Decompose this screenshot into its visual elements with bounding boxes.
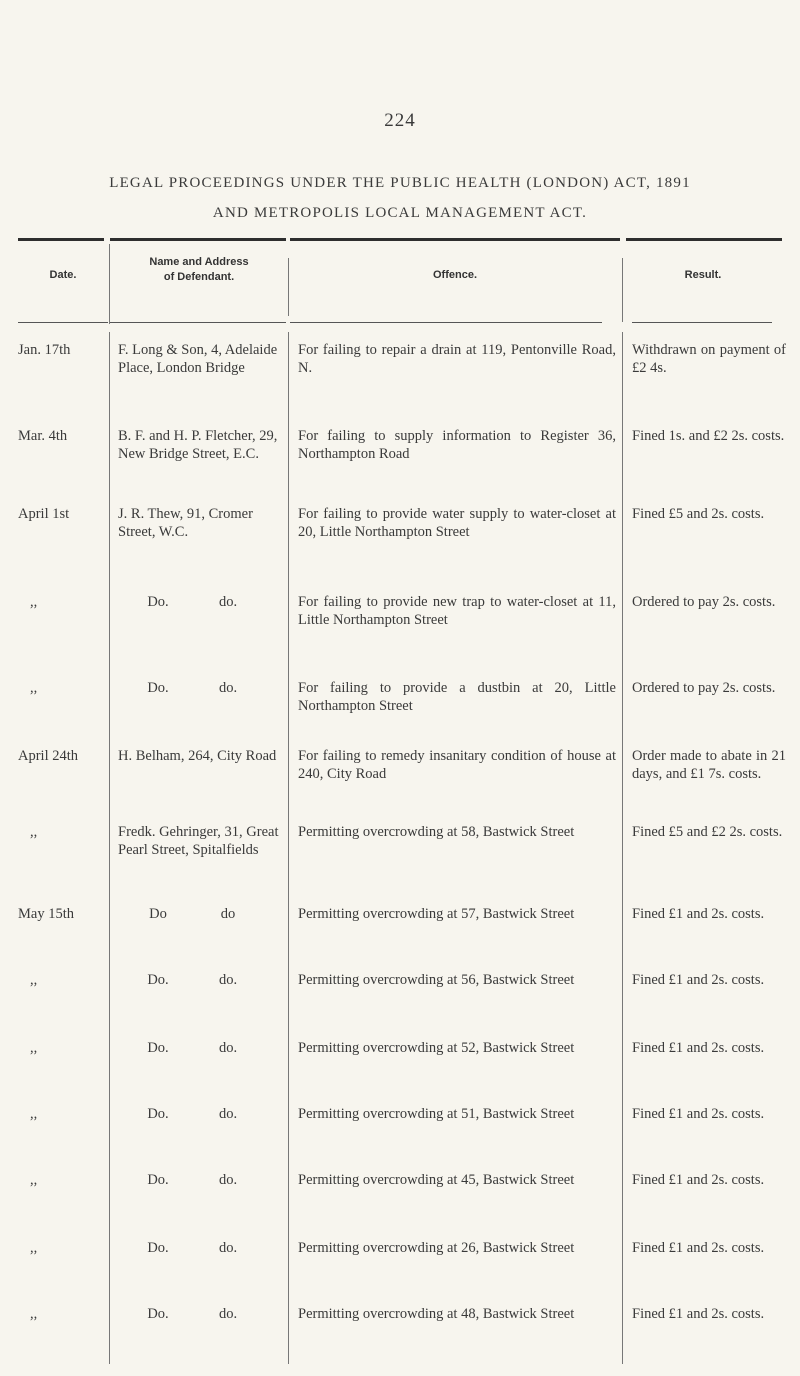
row-result: Fined £1 and 2s. costs. bbox=[632, 906, 765, 922]
row-result: Fined £1 and 2s. costs. bbox=[632, 972, 765, 988]
row-date: May 15th bbox=[18, 906, 74, 922]
row-result: Order made to abate in 21 days, and £1 7s. costs. bbox=[632, 748, 786, 782]
row-result: Fined £1 and 2s. costs. bbox=[632, 1306, 765, 1322]
table-top-rule bbox=[110, 238, 286, 241]
header-bottom-rule bbox=[18, 322, 108, 323]
row-date-ditto: ,, bbox=[30, 594, 38, 610]
row-result: Ordered to pay 2s. costs. bbox=[632, 594, 776, 610]
row-date-ditto: ,, bbox=[30, 680, 38, 696]
ditto-do-lower: do. bbox=[218, 972, 238, 988]
header-bottom-rule bbox=[110, 322, 286, 323]
row-result: Fined £1 and 2s. costs. bbox=[632, 1106, 765, 1122]
row-result: Fined £1 and 2s. costs. bbox=[632, 1240, 765, 1256]
row-offence: For failing to provide water supply to water-closet at 20, Little Northampton Street bbox=[298, 506, 616, 540]
row-offence: Permitting overcrowding at 51, Bastwick Street bbox=[298, 1106, 575, 1122]
row-defendant-ditto bbox=[118, 1306, 280, 1324]
ditto-do: Do bbox=[149, 906, 167, 922]
table-top-rule bbox=[18, 238, 104, 241]
row-date-ditto: ,, bbox=[30, 824, 38, 840]
row-defendant-ditto bbox=[118, 680, 280, 698]
ditto-do-lower: do. bbox=[218, 1172, 238, 1188]
row-date: Jan. 17th bbox=[18, 342, 71, 358]
page-number: 224 bbox=[384, 110, 416, 131]
document-title bbox=[0, 168, 800, 228]
row-defendant: F. Long & Son, 4, Adelaide Place, London Bridge bbox=[118, 342, 278, 376]
table-top-rule bbox=[290, 238, 620, 241]
header-result: Result. bbox=[684, 269, 722, 281]
header-name-line-1: Name and Address bbox=[149, 256, 249, 268]
ditto-do-lower: do. bbox=[218, 1106, 238, 1122]
ditto-do-lower: do. bbox=[218, 680, 238, 696]
ditto-do-lower: do. bbox=[218, 1306, 238, 1322]
row-defendant-ditto bbox=[118, 1172, 280, 1190]
row-offence: Permitting overcrowding at 56, Bastwick Street bbox=[298, 972, 575, 988]
row-defendant-ditto bbox=[118, 1106, 280, 1124]
row-result: Fined £1 and 2s. costs. bbox=[632, 1040, 765, 1056]
column-divider bbox=[288, 332, 289, 1364]
row-offence: Permitting overcrowding at 26, Bastwick Street bbox=[298, 1240, 575, 1256]
row-offence: Permitting overcrowding at 58, Bastwick Street bbox=[298, 824, 575, 840]
row-offence: For failing to remedy insanitary condition of house at 240, City Road bbox=[298, 748, 616, 782]
row-date-ditto: ,, bbox=[30, 1040, 38, 1056]
title-line-2: AND METROPOLIS LOCAL MANAGEMENT ACT. bbox=[212, 205, 588, 221]
row-defendant-ditto bbox=[118, 906, 280, 924]
ditto-do: Do. bbox=[147, 1106, 169, 1122]
column-divider bbox=[288, 258, 289, 316]
row-date-ditto: ,, bbox=[30, 1106, 38, 1122]
column-divider bbox=[622, 332, 623, 1364]
ditto-do: Do. bbox=[147, 1040, 169, 1056]
row-offence: Permitting overcrowding at 48, Bastwick Street bbox=[298, 1306, 575, 1322]
header-name bbox=[112, 255, 286, 285]
row-defendant: Fredk. Gehringer, 31, Great Pearl Street, Spitalfields bbox=[118, 824, 279, 858]
ditto-do: Do. bbox=[147, 680, 169, 696]
ditto-do-lower: do bbox=[220, 906, 236, 922]
header-offence: Offence. bbox=[432, 269, 477, 281]
row-date: April 1st bbox=[18, 506, 70, 522]
header-date: Date. bbox=[49, 269, 77, 281]
row-result: Fined 1s. and £2 2s. costs. bbox=[632, 428, 785, 444]
ditto-do: Do. bbox=[147, 594, 169, 610]
row-result: Withdrawn on payment of £2 4s. bbox=[632, 342, 786, 376]
row-date: Mar. 4th bbox=[18, 428, 68, 444]
row-date: April 24th bbox=[18, 748, 79, 764]
ditto-do: Do. bbox=[147, 972, 169, 988]
row-offence: For failing to provide a dustbin at 20, Little Northampton Street bbox=[298, 680, 616, 714]
row-date-ditto: ,, bbox=[30, 1240, 38, 1256]
ditto-do-lower: do. bbox=[218, 594, 238, 610]
header-name-line-2: of Defendant. bbox=[163, 271, 235, 283]
row-defendant-ditto bbox=[118, 1240, 280, 1258]
row-offence: Permitting overcrowding at 57, Bastwick Street bbox=[298, 906, 575, 922]
table-top-rule bbox=[626, 238, 782, 241]
ditto-do: Do. bbox=[147, 1306, 169, 1322]
column-divider bbox=[109, 244, 110, 324]
row-offence: For failing to supply information to Register 36, Northampton Road bbox=[298, 428, 616, 462]
row-date-ditto: ,, bbox=[30, 972, 38, 988]
row-defendant: B. F. and H. P. Fletcher, 29, New Bridge Street, E.C. bbox=[118, 428, 278, 462]
ditto-do-lower: do. bbox=[218, 1040, 238, 1056]
row-offence: Permitting overcrowding at 45, Bastwick Street bbox=[298, 1172, 575, 1188]
row-result: Fined £1 and 2s. costs. bbox=[632, 1172, 765, 1188]
ditto-do: Do. bbox=[147, 1172, 169, 1188]
ditto-do-lower: do. bbox=[218, 1240, 238, 1256]
ditto-do: Do. bbox=[147, 1240, 169, 1256]
header-bottom-rule bbox=[290, 322, 602, 323]
column-divider bbox=[622, 258, 623, 322]
row-offence: For failing to provide new trap to water-closet at 11, Little Northampton Street bbox=[298, 594, 616, 628]
row-result: Ordered to pay 2s. costs. bbox=[632, 680, 776, 696]
row-offence: For failing to repair a drain at 119, Pentonville Road, N. bbox=[298, 342, 616, 376]
row-defendant: H. Belham, 264, City Road bbox=[118, 748, 277, 764]
title-line-1: LEGAL PROCEEDINGS UNDER THE PUBLIC HEALTH (LONDON) ACT, 1891 bbox=[109, 175, 691, 191]
row-defendant-ditto bbox=[118, 594, 280, 612]
header-bottom-rule bbox=[632, 322, 772, 323]
row-result: Fined £5 and £2 2s. costs. bbox=[632, 824, 783, 840]
row-result: Fined £5 and 2s. costs. bbox=[632, 506, 765, 522]
row-defendant-ditto bbox=[118, 1040, 280, 1058]
row-defendant-ditto bbox=[118, 972, 280, 990]
row-date-ditto: ,, bbox=[30, 1172, 38, 1188]
row-date-ditto: ,, bbox=[30, 1306, 38, 1322]
row-offence: Permitting overcrowding at 52, Bastwick Street bbox=[298, 1040, 575, 1056]
column-divider bbox=[109, 332, 110, 1364]
row-defendant: J. R. Thew, 91, Cromer Street, W.C. bbox=[118, 506, 253, 540]
